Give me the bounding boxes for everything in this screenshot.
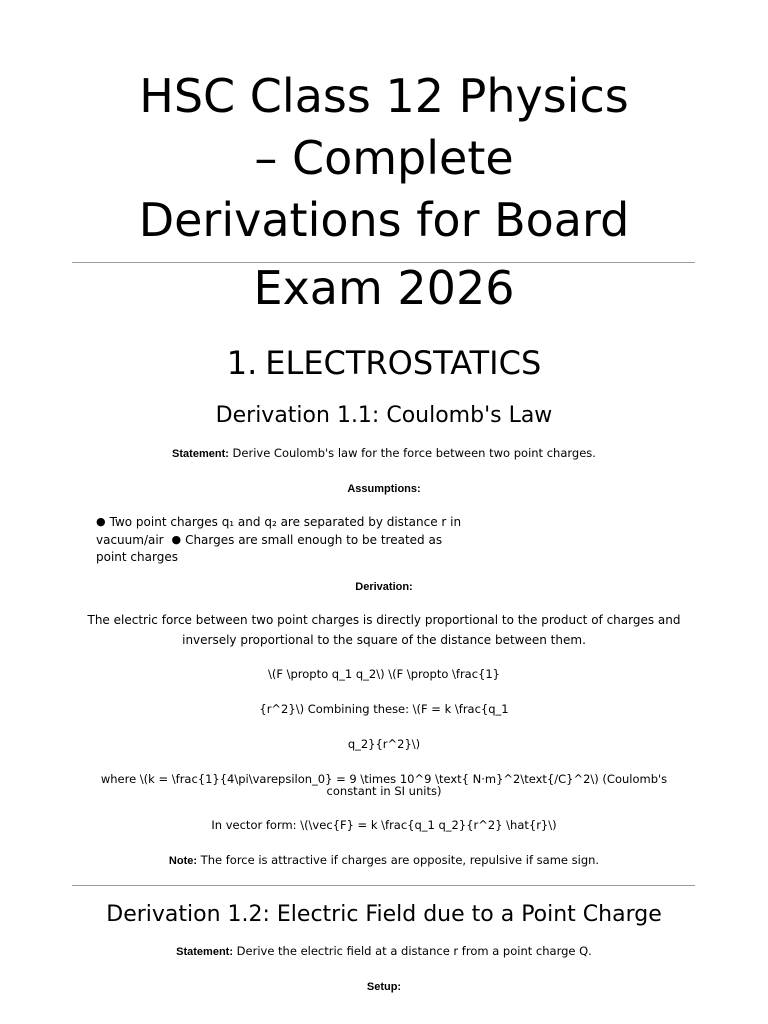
statement-label: Statement: xyxy=(176,946,233,958)
statement-text: Derive the electric field at a distance r from a point charge Q. xyxy=(233,944,592,958)
note-paragraph xyxy=(0,853,768,868)
setup-label: Setup: xyxy=(366,981,402,993)
section-heading xyxy=(0,343,768,383)
where-constant-line-1: where \(k = \frac{1}{4\pi\varepsilon_0} = 9 \times 10^9 \text{ N·m}^2\text{/C}^2\) (Coulomb's xyxy=(100,772,668,786)
document-title-line-2: – Complete xyxy=(254,131,514,185)
derivation-1-1-heading: Derivation 1.1: Coulomb's Law xyxy=(215,403,553,428)
assumptions-list xyxy=(96,513,476,566)
document-title-line-1: HSC Class 12 Physics xyxy=(139,69,629,123)
list-item: Charges are small enough to be treated as point charges xyxy=(96,533,443,564)
note-text: The force is attractive if charges are opposite, repulsive if same sign. xyxy=(197,853,600,867)
document-title-line-4: Exam 2026 xyxy=(253,261,515,315)
statement-label: Statement: xyxy=(172,448,229,460)
statement-paragraph-1-2 xyxy=(0,944,768,959)
assumptions-label: Assumptions: xyxy=(347,483,421,495)
bullet-icon: ● xyxy=(96,515,106,528)
setup-heading xyxy=(0,979,768,994)
derivation-1-2-heading: Derivation 1.2: Electric Field due to a Point Charge xyxy=(106,902,662,927)
derivation-label: Derivation: xyxy=(355,581,413,593)
vector-form: In vector form: \(\vec{F} = k \frac{q_1 q_2}{r^2} \hat{r}\) xyxy=(211,818,557,832)
statement-text: Derive Coulomb's law for the force between two point charges. xyxy=(228,446,596,460)
math-line-3: q_2}{r^2}\) xyxy=(347,737,421,751)
derivation-paragraph xyxy=(0,611,768,650)
document-title-line-3: Derivations for Board xyxy=(138,193,630,247)
paragraph-line-2: inversely proportional to the square of the distance between them. xyxy=(182,632,586,647)
math-line-1: \(F \propto q_1 q_2\) \(F \propto \frac{1} xyxy=(267,667,500,681)
where-constant-line-2: constant in SI units) xyxy=(326,784,442,798)
derivation-heading xyxy=(0,579,768,594)
statement-paragraph xyxy=(0,446,768,461)
assumptions-heading xyxy=(0,481,768,496)
paragraph-line-1: The electric force between two point charges is directly proportional to the product of charges and xyxy=(87,613,681,627)
section-title: ELECTROSTATICS xyxy=(265,344,542,382)
section-number: 1. xyxy=(226,344,258,382)
bullet-icon: ● xyxy=(171,533,182,546)
section-divider xyxy=(72,885,695,886)
math-line-2: {r^2}\) Combining these: \(F = k \frac{q_1 xyxy=(259,702,509,716)
note-label: Note: xyxy=(168,855,198,867)
list-item: Two point charges q₁ and q₂ are separated by distance r in vacuum/air xyxy=(96,515,462,547)
